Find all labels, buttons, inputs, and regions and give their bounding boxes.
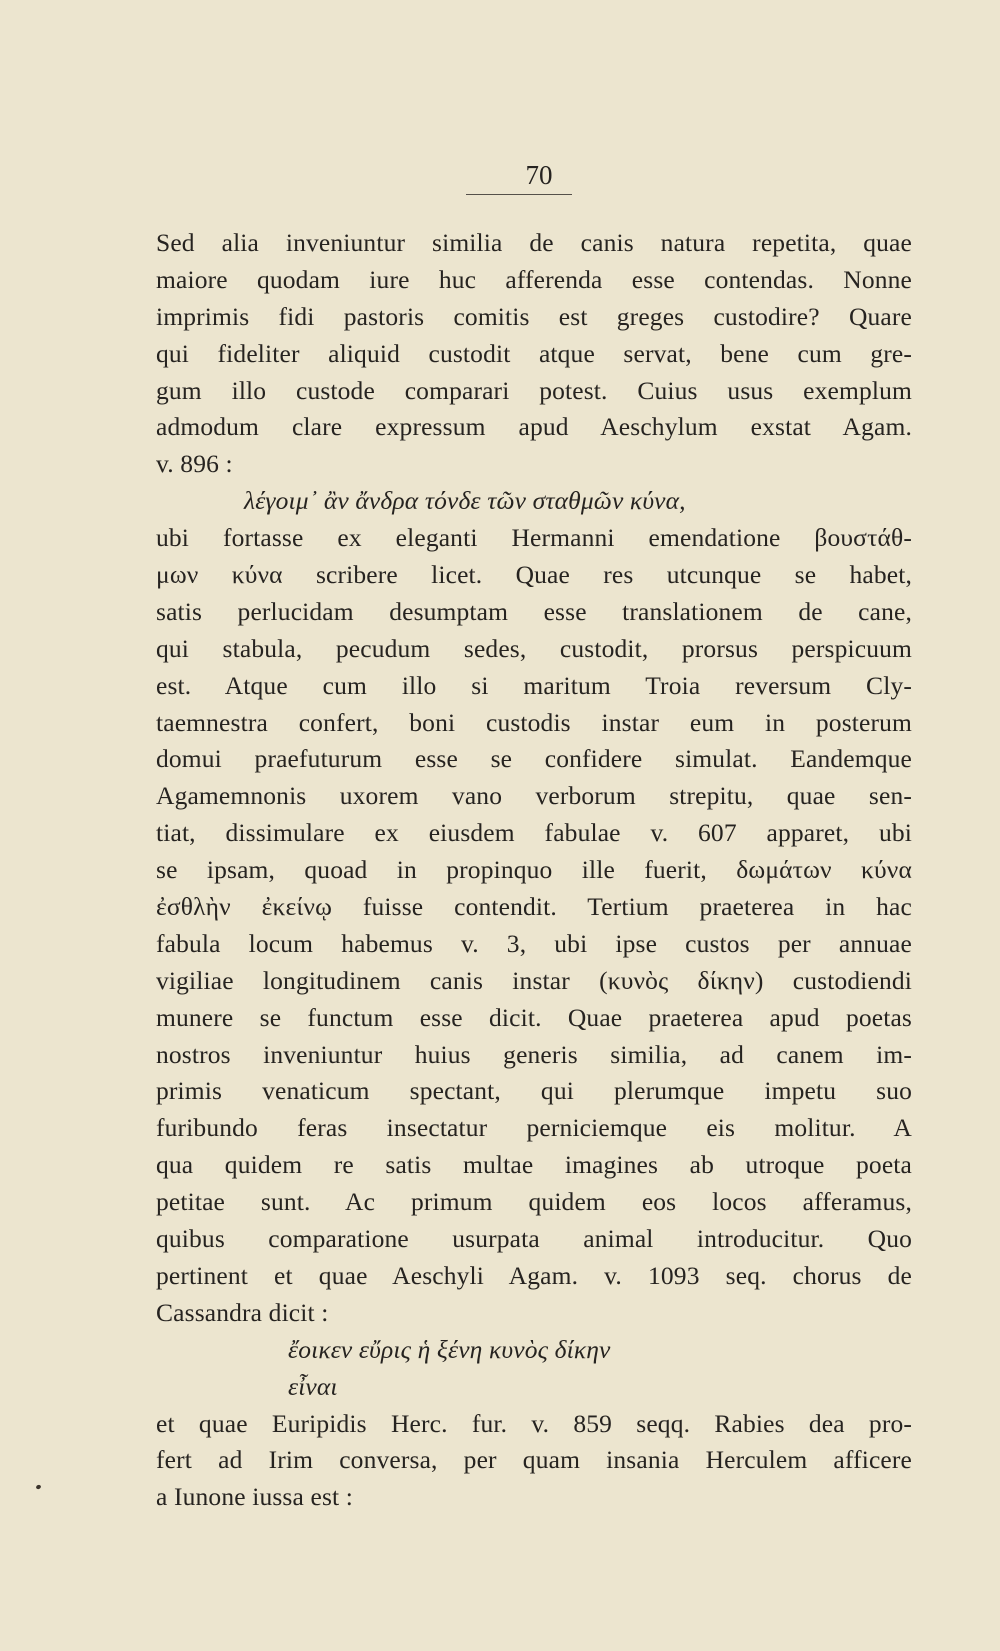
text-line: μων κύνα scribere licet. Quae res utcunque se habet, bbox=[156, 560, 912, 590]
text-line: se ipsam, quoad in propinquo ille fuerit, δωμάτων κύνα bbox=[156, 855, 912, 885]
text-line: qua quidem re satis multae imagines ab utroque poeta bbox=[156, 1150, 912, 1180]
text-line: furibundo feras insectatur perniciemque eis molitur. A bbox=[156, 1113, 912, 1143]
text-line: qui fideliter aliquid custodit atque servat, bene cum gre- bbox=[156, 338, 912, 368]
text-line: maiore quodam iure huc afferenda esse contendas. Nonne bbox=[156, 264, 912, 294]
text-line: ubi fortasse ex eleganti Hermanni emendatione βουστάθ- bbox=[156, 523, 912, 553]
text-line: v. 896 : bbox=[156, 449, 233, 479]
text-line: satis perlucidam desumptam esse translationem de cane, bbox=[156, 596, 912, 626]
text-line: admodum clare expressum apud Aeschylum exstat Agam. bbox=[156, 412, 912, 442]
text-line: et quae Euripidis Herc. fur. v. 859 seqq. Rabies dea pro- bbox=[156, 1408, 912, 1438]
text-line: tiat, dissimulare ex eiusdem fabulae v. 607 apparet, ubi bbox=[156, 818, 912, 848]
text-line: Sed alia inveniuntur similia de canis natura repetita, quae bbox=[156, 228, 912, 257]
text-line: primis venaticum spectant, qui plerumque impetu suo bbox=[156, 1076, 912, 1106]
page-number-rule bbox=[466, 194, 572, 195]
verse-line: εἶναι bbox=[288, 1371, 338, 1401]
text-line: qui stabula, pecudum sedes, custodit, prorsus perspicuum bbox=[156, 633, 912, 663]
text-line: pertinent et quae Aeschyli Agam. v. 1093 seq. chorus de bbox=[156, 1260, 912, 1290]
body-text bbox=[156, 225, 912, 1516]
text-line: domui praefuturum esse se confidere simulat. Eandemque bbox=[156, 744, 912, 774]
verse-line: λέγοιμ᾽ ἂν ἄνδρα τόνδε τῶν σταθμῶν κύνα, bbox=[244, 486, 686, 516]
text-line: gum illo custode comparari potest. Cuius usus exemplum bbox=[156, 375, 912, 405]
text-line: munere se functum esse dicit. Quae praeterea apud poetas bbox=[156, 1002, 912, 1032]
text-line: quibus comparatione usurpata animal introducitur. Quo bbox=[156, 1224, 912, 1254]
ink-speck bbox=[35, 1484, 41, 1490]
text-line: a Iunone iussa est : bbox=[156, 1482, 354, 1512]
text-line: imprimis fidi pastoris comitis est greges custodire? Quare bbox=[156, 301, 912, 331]
text-line: ἐσθλὴν ἐκείνῳ fuisse contendit. Tertium praeterea in hac bbox=[156, 892, 912, 922]
text-line: nostros inveniuntur huius generis similia, ad canem im- bbox=[156, 1039, 912, 1069]
text-line: fabula locum habemus v. 3, ubi ipse custos per annuae bbox=[156, 928, 912, 958]
text-line: est. Atque cum illo si maritum Troia reversum Cly- bbox=[156, 670, 912, 700]
text-line: petitae sunt. Ac primum quidem eos locos afferamus, bbox=[156, 1187, 912, 1217]
text-line: Agamemnonis uxorem vano verborum strepitu, quae sen- bbox=[156, 781, 912, 811]
text-line: fert ad Irim conversa, per quam insania Herculem afficere bbox=[156, 1445, 912, 1475]
text-line: taemnestra confert, boni custodis instar eum in posterum bbox=[156, 707, 912, 737]
page-number: 70 bbox=[525, 160, 553, 190]
verse-line: ἔοικεν εὔρις ἡ ξένη κυνὸς δίκην bbox=[288, 1334, 611, 1364]
text-line: vigiliae longitudinem canis instar (κυνὸς δίκην) custodiendi bbox=[156, 965, 912, 995]
text-line: Cassandra dicit : bbox=[156, 1297, 329, 1327]
